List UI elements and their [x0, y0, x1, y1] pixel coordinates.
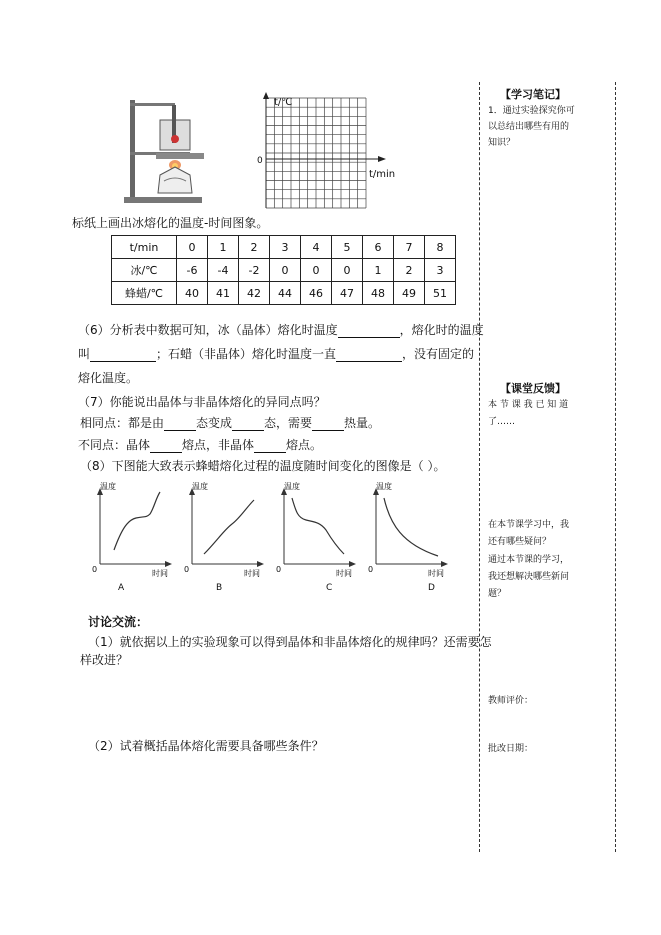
feedback-line: 本 节 课 我 已 知 道: [488, 400, 569, 410]
feedback-title: 【课堂反馈】: [500, 382, 566, 395]
q6-text-d: ；石蜡（非晶体）熔化时温度一直: [156, 347, 337, 361]
q7-same-b: 态变成: [196, 416, 233, 430]
teacher-evaluation-label: 教师评价：: [488, 696, 534, 706]
q7-same-c: 态，需要: [264, 416, 313, 430]
sidebar-divider-right: [615, 82, 616, 852]
table-cell: 1: [363, 259, 394, 282]
discussion-q1-line1: （1）就依据以上的实验现象可以得到晶体和非晶体熔化的规律吗？还需要怎: [88, 635, 492, 649]
q7-same-a: 相同点：都是由: [80, 416, 165, 430]
q6-text-c: 叫: [78, 347, 91, 361]
q8-text: （8）下图能大致表示蜂蜡熔化过程的温度随时间变化的图像是（ ）。: [80, 459, 446, 473]
q6-text-e: ，没有固定的: [402, 347, 475, 361]
graph-d-origin: 0: [368, 565, 374, 574]
q6-text-b: ，熔化时的温度: [399, 323, 484, 337]
notes-line: 知识？: [488, 138, 516, 148]
answer-blank[interactable]: [232, 418, 264, 431]
table-header-cell: 1: [208, 236, 239, 259]
notes-title: 【学习笔记】: [500, 88, 566, 101]
notes-line: 1．通过实验探究你可: [488, 106, 575, 116]
graph-d-x-label: 时间: [428, 569, 444, 578]
table-cell: -6: [177, 259, 208, 282]
q7-diff-a: 不同点：晶体: [78, 438, 151, 452]
temperature-table: [111, 235, 456, 305]
q6-line2: [78, 346, 474, 362]
table-header-cell: 7: [394, 236, 425, 259]
answer-blank[interactable]: [150, 440, 182, 453]
grading-date-label: 批改日期：: [488, 744, 534, 754]
table-header-cell: 5: [332, 236, 363, 259]
q7-diff-b: 熔点，非晶体: [182, 438, 255, 452]
feedback-line: 我还想解决哪些新问: [488, 572, 570, 582]
table-header-cell: 4: [301, 236, 332, 259]
graph-b-x-label: 时间: [244, 569, 260, 578]
graph-c-origin: 0: [276, 565, 282, 574]
feedback-line: 了……: [488, 417, 516, 427]
answer-blank[interactable]: [336, 349, 402, 362]
apparatus-illustration: [120, 95, 210, 205]
table-header-cell: 0: [177, 236, 208, 259]
answer-blank[interactable]: [338, 325, 400, 338]
answer-blank[interactable]: [90, 349, 156, 362]
q7-diff-line: [78, 437, 322, 453]
figure-origin-label: 0: [257, 156, 263, 166]
table-cell: 40: [177, 282, 208, 305]
graph-b-y-label: 温度: [192, 482, 208, 491]
table-header-row: [112, 236, 456, 259]
notes-line: 以总结出哪些有用的: [488, 122, 570, 132]
q6-line3: 熔化温度。: [78, 371, 139, 385]
graph-b: [189, 488, 264, 567]
table-row-label: 蜂蜡/℃: [112, 282, 177, 305]
table-cell: 44: [270, 282, 301, 305]
table-cell: 51: [425, 282, 456, 305]
q7-same-d: 热量。: [344, 416, 381, 430]
table-cell: 46: [301, 282, 332, 305]
feedback-line: 在本节课学习中，我: [488, 520, 570, 530]
q6-text-a: （6）分析表中数据可知，冰（晶体）熔化时温度: [78, 323, 338, 337]
table-header-cell: 2: [239, 236, 270, 259]
table-cell: -2: [239, 259, 270, 282]
intro-text: 标纸上画出冰熔化的温度-时间图象。: [72, 216, 269, 230]
graph-options: [80, 478, 460, 598]
q7-same-line: [80, 415, 380, 431]
table-header-cell: 6: [363, 236, 394, 259]
graph-c-x-label: 时间: [336, 569, 352, 578]
answer-blank[interactable]: [312, 418, 344, 431]
temperature-grid: [262, 92, 387, 210]
answer-blank[interactable]: [164, 418, 196, 431]
graph-a-letter: A: [118, 583, 125, 593]
figure-x-axis-label: t/min: [369, 169, 396, 180]
table-cell: -4: [208, 259, 239, 282]
table-header-label: t/min: [112, 236, 177, 259]
discussion-q2: （2）试着概括晶体熔化需要具备哪些条件？: [88, 739, 324, 753]
table-cell: 0: [301, 259, 332, 282]
q7-title: （7）你能说出晶体与非晶体熔化的异同点吗？: [78, 395, 326, 409]
graph-c-y-label: 温度: [284, 482, 300, 491]
graph-c: [281, 488, 356, 567]
graph-d: [373, 488, 448, 567]
graph-b-origin: 0: [184, 565, 190, 574]
table-header-cell: 8: [425, 236, 456, 259]
table-cell: 49: [394, 282, 425, 305]
feedback-line: 通过本节课的学习，: [488, 555, 570, 565]
table-row: [112, 259, 456, 282]
graph-c-letter: C: [326, 583, 333, 593]
discussion-title: 讨论交流：: [88, 615, 149, 629]
graph-d-y-label: 温度: [376, 482, 392, 491]
q6-line1: [78, 322, 484, 338]
feedback-line: 题？: [488, 589, 507, 599]
table-cell: 47: [332, 282, 363, 305]
table-cell: 0: [332, 259, 363, 282]
table-cell: 2: [394, 259, 425, 282]
table-row-label: 冰/℃: [112, 259, 177, 282]
discussion-q1-line2: 样改进？: [80, 653, 129, 667]
table-cell: 42: [239, 282, 270, 305]
graph-a-x-label: 时间: [152, 569, 168, 578]
answer-blank[interactable]: [254, 440, 286, 453]
graph-a: [97, 488, 172, 567]
table-header-cell: 3: [270, 236, 301, 259]
graph-d-letter: D: [428, 583, 435, 593]
table-row: [112, 282, 456, 305]
figure-y-axis-label: t/℃: [274, 97, 293, 108]
feedback-line: 还有哪些疑问？: [488, 537, 552, 547]
table-cell: 0: [270, 259, 301, 282]
sidebar-divider-left: [479, 82, 480, 852]
q7-diff-c: 熔点。: [286, 438, 323, 452]
graph-a-origin: 0: [92, 565, 98, 574]
table-cell: 41: [208, 282, 239, 305]
graph-b-letter: B: [216, 583, 223, 593]
graph-a-y-label: 温度: [100, 482, 116, 491]
table-cell: 48: [363, 282, 394, 305]
table-cell: 3: [425, 259, 456, 282]
